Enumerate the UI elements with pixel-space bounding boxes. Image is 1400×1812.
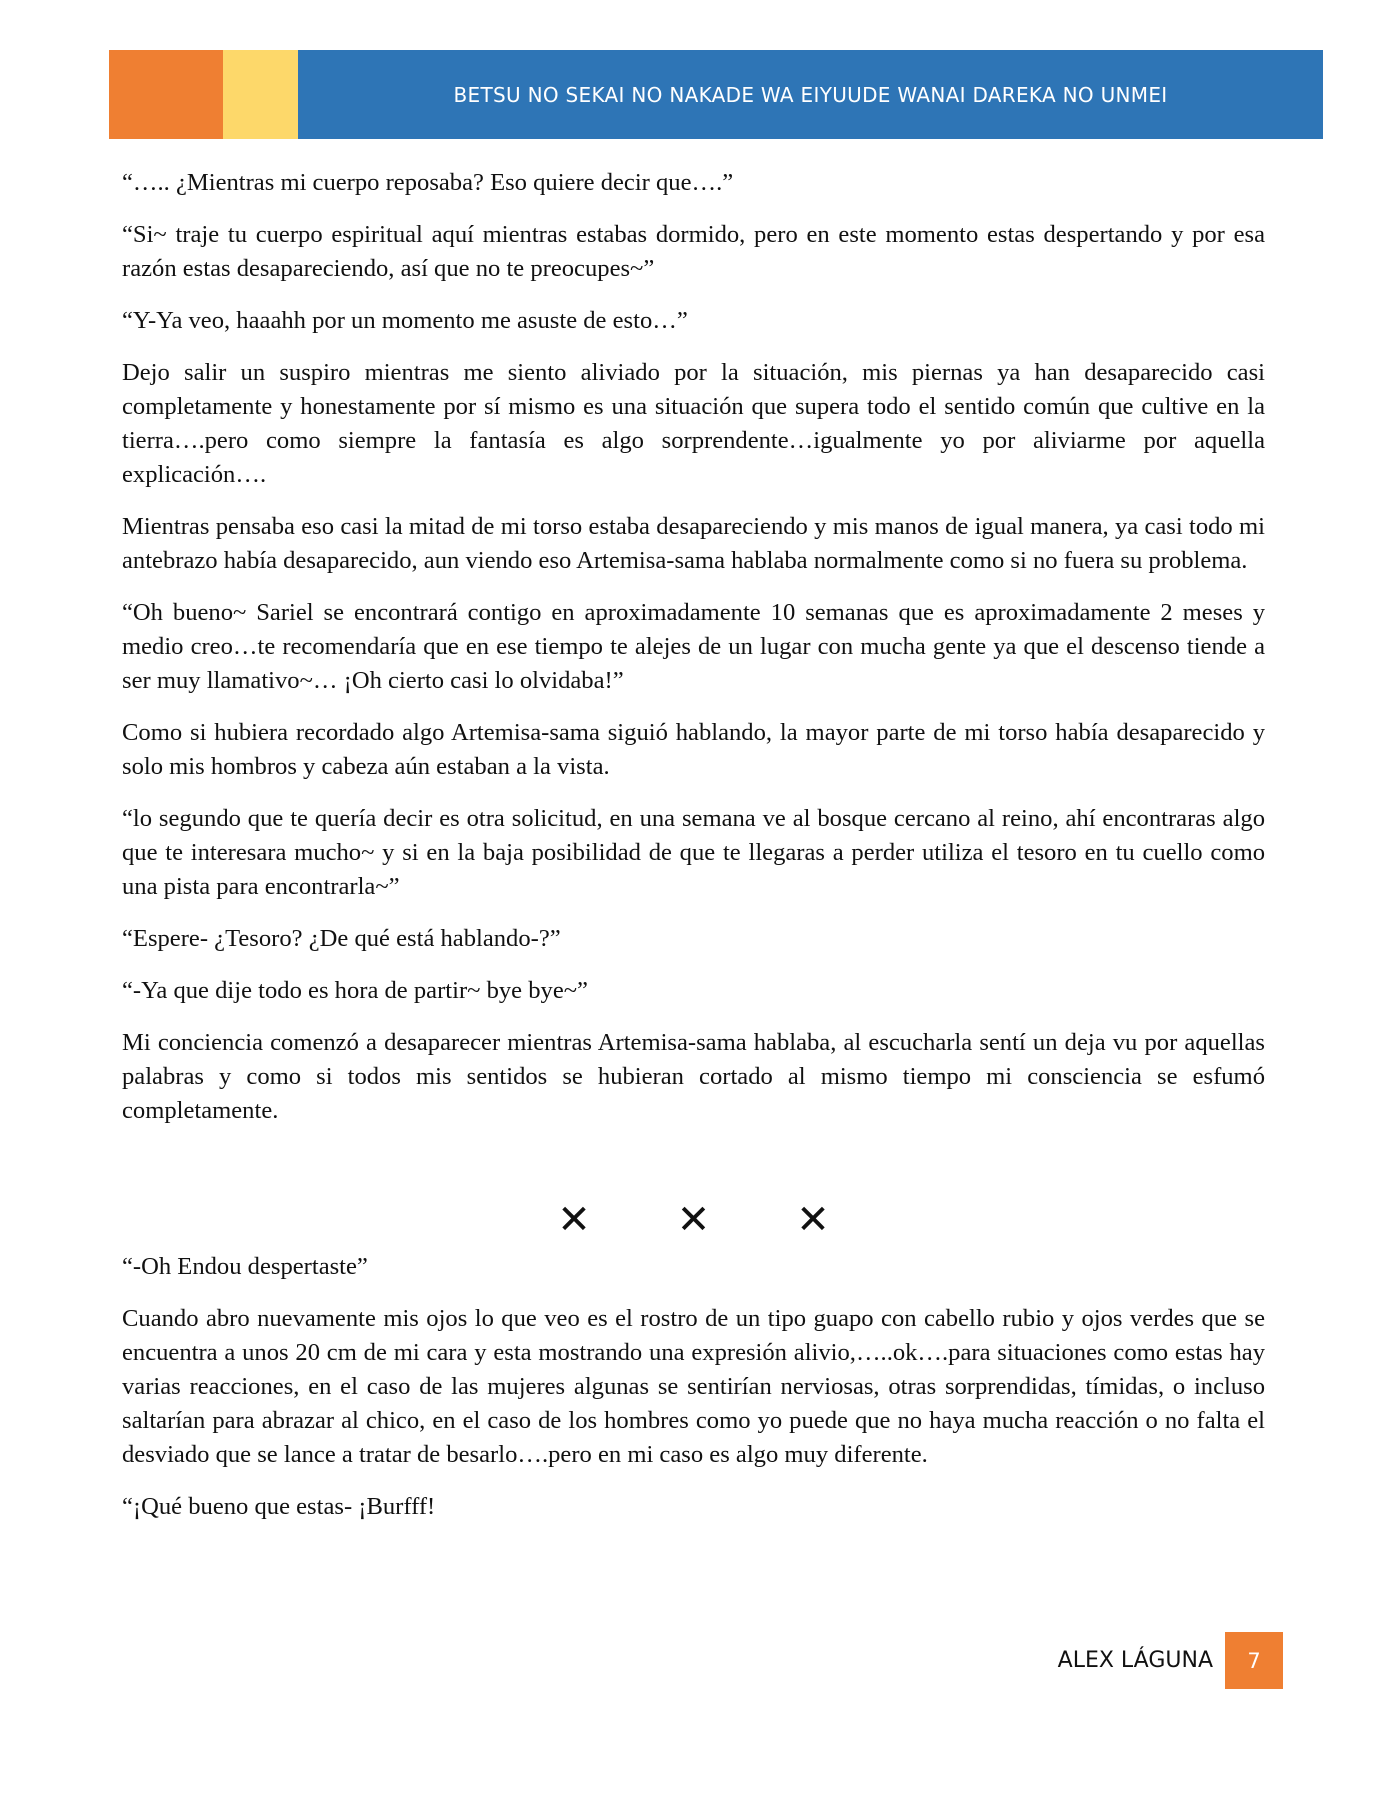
cross-icon: ✕ xyxy=(557,1197,591,1243)
paragraph: Como si hubiera recordado algo Artemisa-sama siguió hablando, la mayor parte de mi torso había desaparecido y solo mis hombros y cabeza aún estaban a la vista. xyxy=(122,719,1265,780)
header-yellow-block xyxy=(223,50,298,139)
paragraph: Cuando abro nuevamente mis ojos lo que veo es el rostro de un tipo guapo con cabello rubio y ojos verdes que se encuentra a unos 20 cm de mi cara y esta mostrando una expresión alivio,…..ok….para situaciones como estas hay varias reacciones, en el caso de las mujeres algunas se sentirían nerviosas, otras sorprendidas, tímidas, o incluso saltarían para abrazar al chico, en el caso de los hombres como yo puede que no haya mucha reacción o no falta el desviado que se lance a tratar de besarlo….pero en mi caso es algo muy diferente. xyxy=(122,1305,1265,1468)
paragraph: “lo segundo que te quería decir es otra solicitud, en una semana ve al bosque cercano al reino, ahí encontraras algo que te interesara mucho~ y si en la baja posibilidad de que te llegaras a perder utiliza el tesoro en tu cuello como una pista para encontrarla~” xyxy=(122,805,1265,900)
paragraph: Mi conciencia comenzó a desaparecer mientras Artemisa-sama hablaba, al escucharla sentí un deja vu por aquellas palabras y como si todos mis sentidos se hubieran cortado al mismo tiempo mi consciencia se esfumó completamente. xyxy=(122,1029,1265,1124)
paragraph: Mientras pensaba eso casi la mitad de mi torso estaba desapareciendo y mis manos de igual manera, ya casi todo mi antebrazo había desaparecido, aun viendo eso Artemisa-sama hablaba normalmente como si no fuera su problema. xyxy=(122,513,1265,574)
page-header xyxy=(109,50,1323,139)
page-footer xyxy=(1000,1632,1283,1689)
page-number: 7 xyxy=(1225,1632,1283,1689)
paragraph: “Oh bueno~ Sariel se encontrará contigo en aproximadamente 10 semanas que es aproximadamente 2 meses y medio creo…te recomendaría que en ese tiempo te alejes de un lugar con mucha gente ya que el descenso tiende a ser muy llamativo~… ¡Oh cierto casi lo olvidaba!” xyxy=(122,599,1265,694)
paragraph: “Espere- ¿Tesoro? ¿De qué está hablando-?” xyxy=(122,925,561,952)
header-title: BETSU NO SEKAI NO NAKADE WA EIYUUDE WANAI DAREKA NO UNMEI xyxy=(453,82,1168,107)
scene-separator xyxy=(122,1198,1265,1242)
cross-icon: ✕ xyxy=(796,1197,830,1243)
paragraph: “Y-Ya veo, haaahh por un momento me asuste de esto…” xyxy=(122,307,688,334)
cross-icon: ✕ xyxy=(676,1197,711,1243)
author-name: ALEX LÁGUNA xyxy=(1057,1648,1213,1673)
header-orange-block xyxy=(109,50,223,139)
header-blue-bar xyxy=(298,50,1323,139)
paragraph: “-Oh Endou despertaste” xyxy=(122,1253,368,1280)
paragraph: “Si~ traje tu cuerpo espiritual aquí mientras estabas dormido, pero en este momento estas despertando y por esa razón estas desapareciendo, así que no te preocupes~” xyxy=(122,221,1265,282)
paragraph: Dejo salir un suspiro mientras me siento aliviado por la situación, mis piernas ya han desaparecido casi completamente y honestamente por sí mismo es una situación que supera todo el sentido común que cultive en la tierra….pero como siempre la fantasía es algo sorprendente…igualmente yo por aliviarme por aquella explicación…. xyxy=(122,359,1265,488)
page-body xyxy=(122,166,1265,1542)
paragraph: “….. ¿Mientras mi cuerpo reposaba? Eso quiere decir que….” xyxy=(122,169,734,196)
paragraph: “¡Qué bueno que estas- ¡Burfff! xyxy=(122,1493,436,1520)
paragraph: “-Ya que dije todo es hora de partir~ bye bye~” xyxy=(122,977,588,1004)
